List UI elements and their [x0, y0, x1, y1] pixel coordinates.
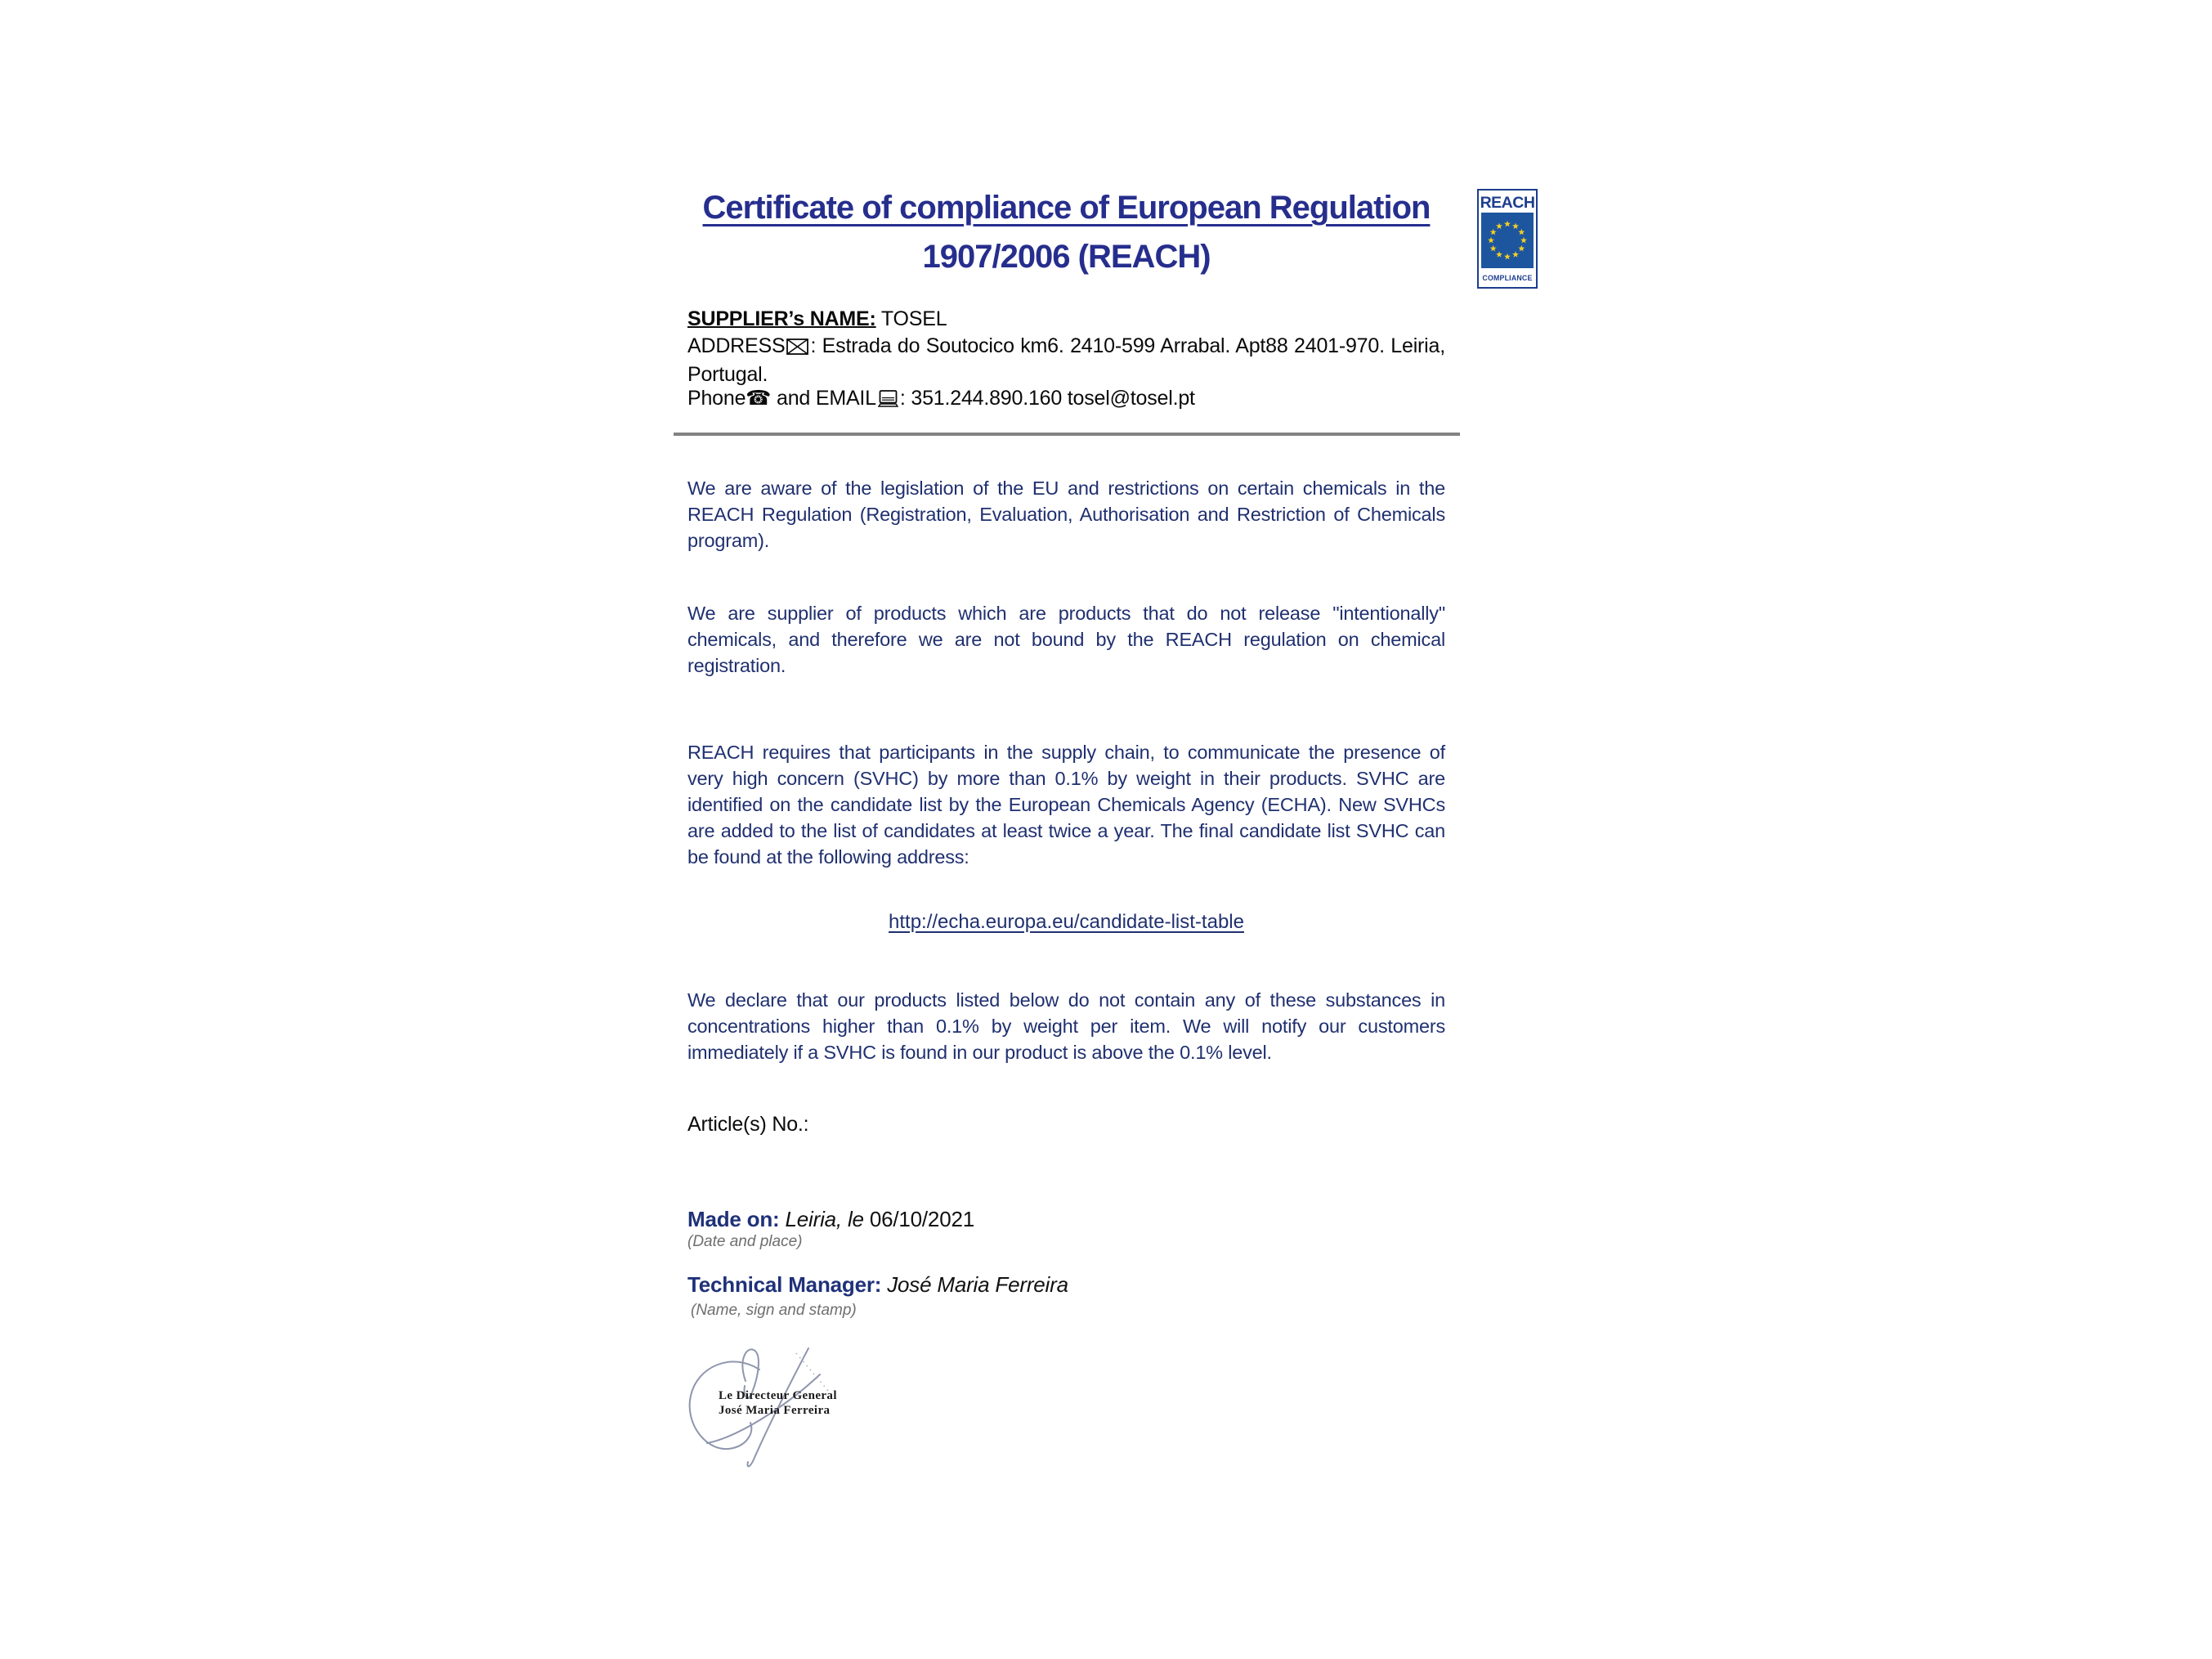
phone-email-value: : 351.244.890.160 tosel@tosel.pt — [899, 387, 1195, 410]
made-on-place: Leiria, le — [779, 1207, 870, 1231]
paragraph-supplier-statement: We are supplier of products which are products that do not release "intentionally" chemicals, and therefore we are not bound by the REACH regulation on chemical registration. — [687, 603, 1445, 676]
signature — [681, 1345, 871, 1482]
logo-compliance-text: COMPLIANCE — [1482, 274, 1533, 282]
made-on-label: Made on: — [687, 1207, 780, 1231]
paragraph-declaration: We declare that our products listed below do not contain any of these substances in concentrations higher than 0.1% by weight per item. We will notify our customers immediately if a SVHC is found in our product is above the 0.1% level. — [687, 989, 1445, 1063]
phone-label: Phone — [687, 387, 746, 410]
paragraph-reach-requirements: REACH requires that participants in the supply chain, to communicate the presence of very high concern (SVHC) by more than 0.1% by weight in their products. SVHC are identified on the candidate list by the European Chemicals Agency (ECHA). New SVHCs are added to the list of candidates at least twice a year. The final candidate list SVHC can be found at the following address: — [687, 742, 1445, 868]
sign-stamp-caption: (Name, sign and stamp) — [691, 1302, 857, 1319]
stamp-line-2: José Maria Ferreira — [719, 1404, 831, 1417]
paragraph-awareness: We are aware of the legislation of the EU and restrictions on certain chemicals in the REACH Regulation (Registration, Evaluation, Authorisation and Restriction of Chemicals program). — [687, 478, 1445, 551]
divider — [674, 433, 1460, 436]
article-number-label: Article(s) No.: — [687, 1113, 809, 1136]
candidate-list-link[interactable]: http://echa.europa.eu/candidate-list-table — [889, 911, 1244, 933]
envelope-icon — [786, 335, 808, 361]
reach-compliance-logo — [1477, 189, 1538, 289]
made-on-row — [687, 1207, 1445, 1232]
certificate-title — [687, 183, 1445, 281]
supplier-phone-row — [687, 385, 1445, 414]
title-line-1: Certificate of compliance of European Regulation — [702, 190, 1431, 226]
stamp-line-1: Le Directeur General — [719, 1389, 837, 1402]
computer-icon — [878, 388, 898, 414]
supplier-address-row — [687, 333, 1445, 388]
candidate-list-link-row — [687, 911, 1445, 934]
technical-manager-label: Technical Manager: — [687, 1272, 882, 1297]
technical-manager-row — [687, 1272, 1445, 1298]
made-on-date: 06/10/2021 — [869, 1207, 974, 1231]
document-body — [687, 0, 1445, 1659]
address-label: ADDRESS — [687, 334, 786, 357]
supplier-name-value: TOSEL — [875, 307, 947, 330]
phone-icon: ☎ — [746, 387, 772, 410]
technical-manager-name: José Maria Ferreira — [881, 1272, 1068, 1297]
address-value: : Estrada do Soutocico km6. 2410-599 Arrabal. Apt88 2401-970. Leiria, Portugal. — [687, 334, 1445, 386]
date-place-caption: (Date and place) — [687, 1233, 803, 1250]
logo-reach-text: REACH — [1480, 194, 1535, 212]
title-line-2: 1907/2006 (REACH) — [922, 239, 1211, 275]
supplier-name-label: SUPPLIER’s NAME: — [687, 307, 876, 330]
email-label: and EMAIL — [771, 387, 876, 410]
supplier-name-row — [687, 306, 1445, 332]
